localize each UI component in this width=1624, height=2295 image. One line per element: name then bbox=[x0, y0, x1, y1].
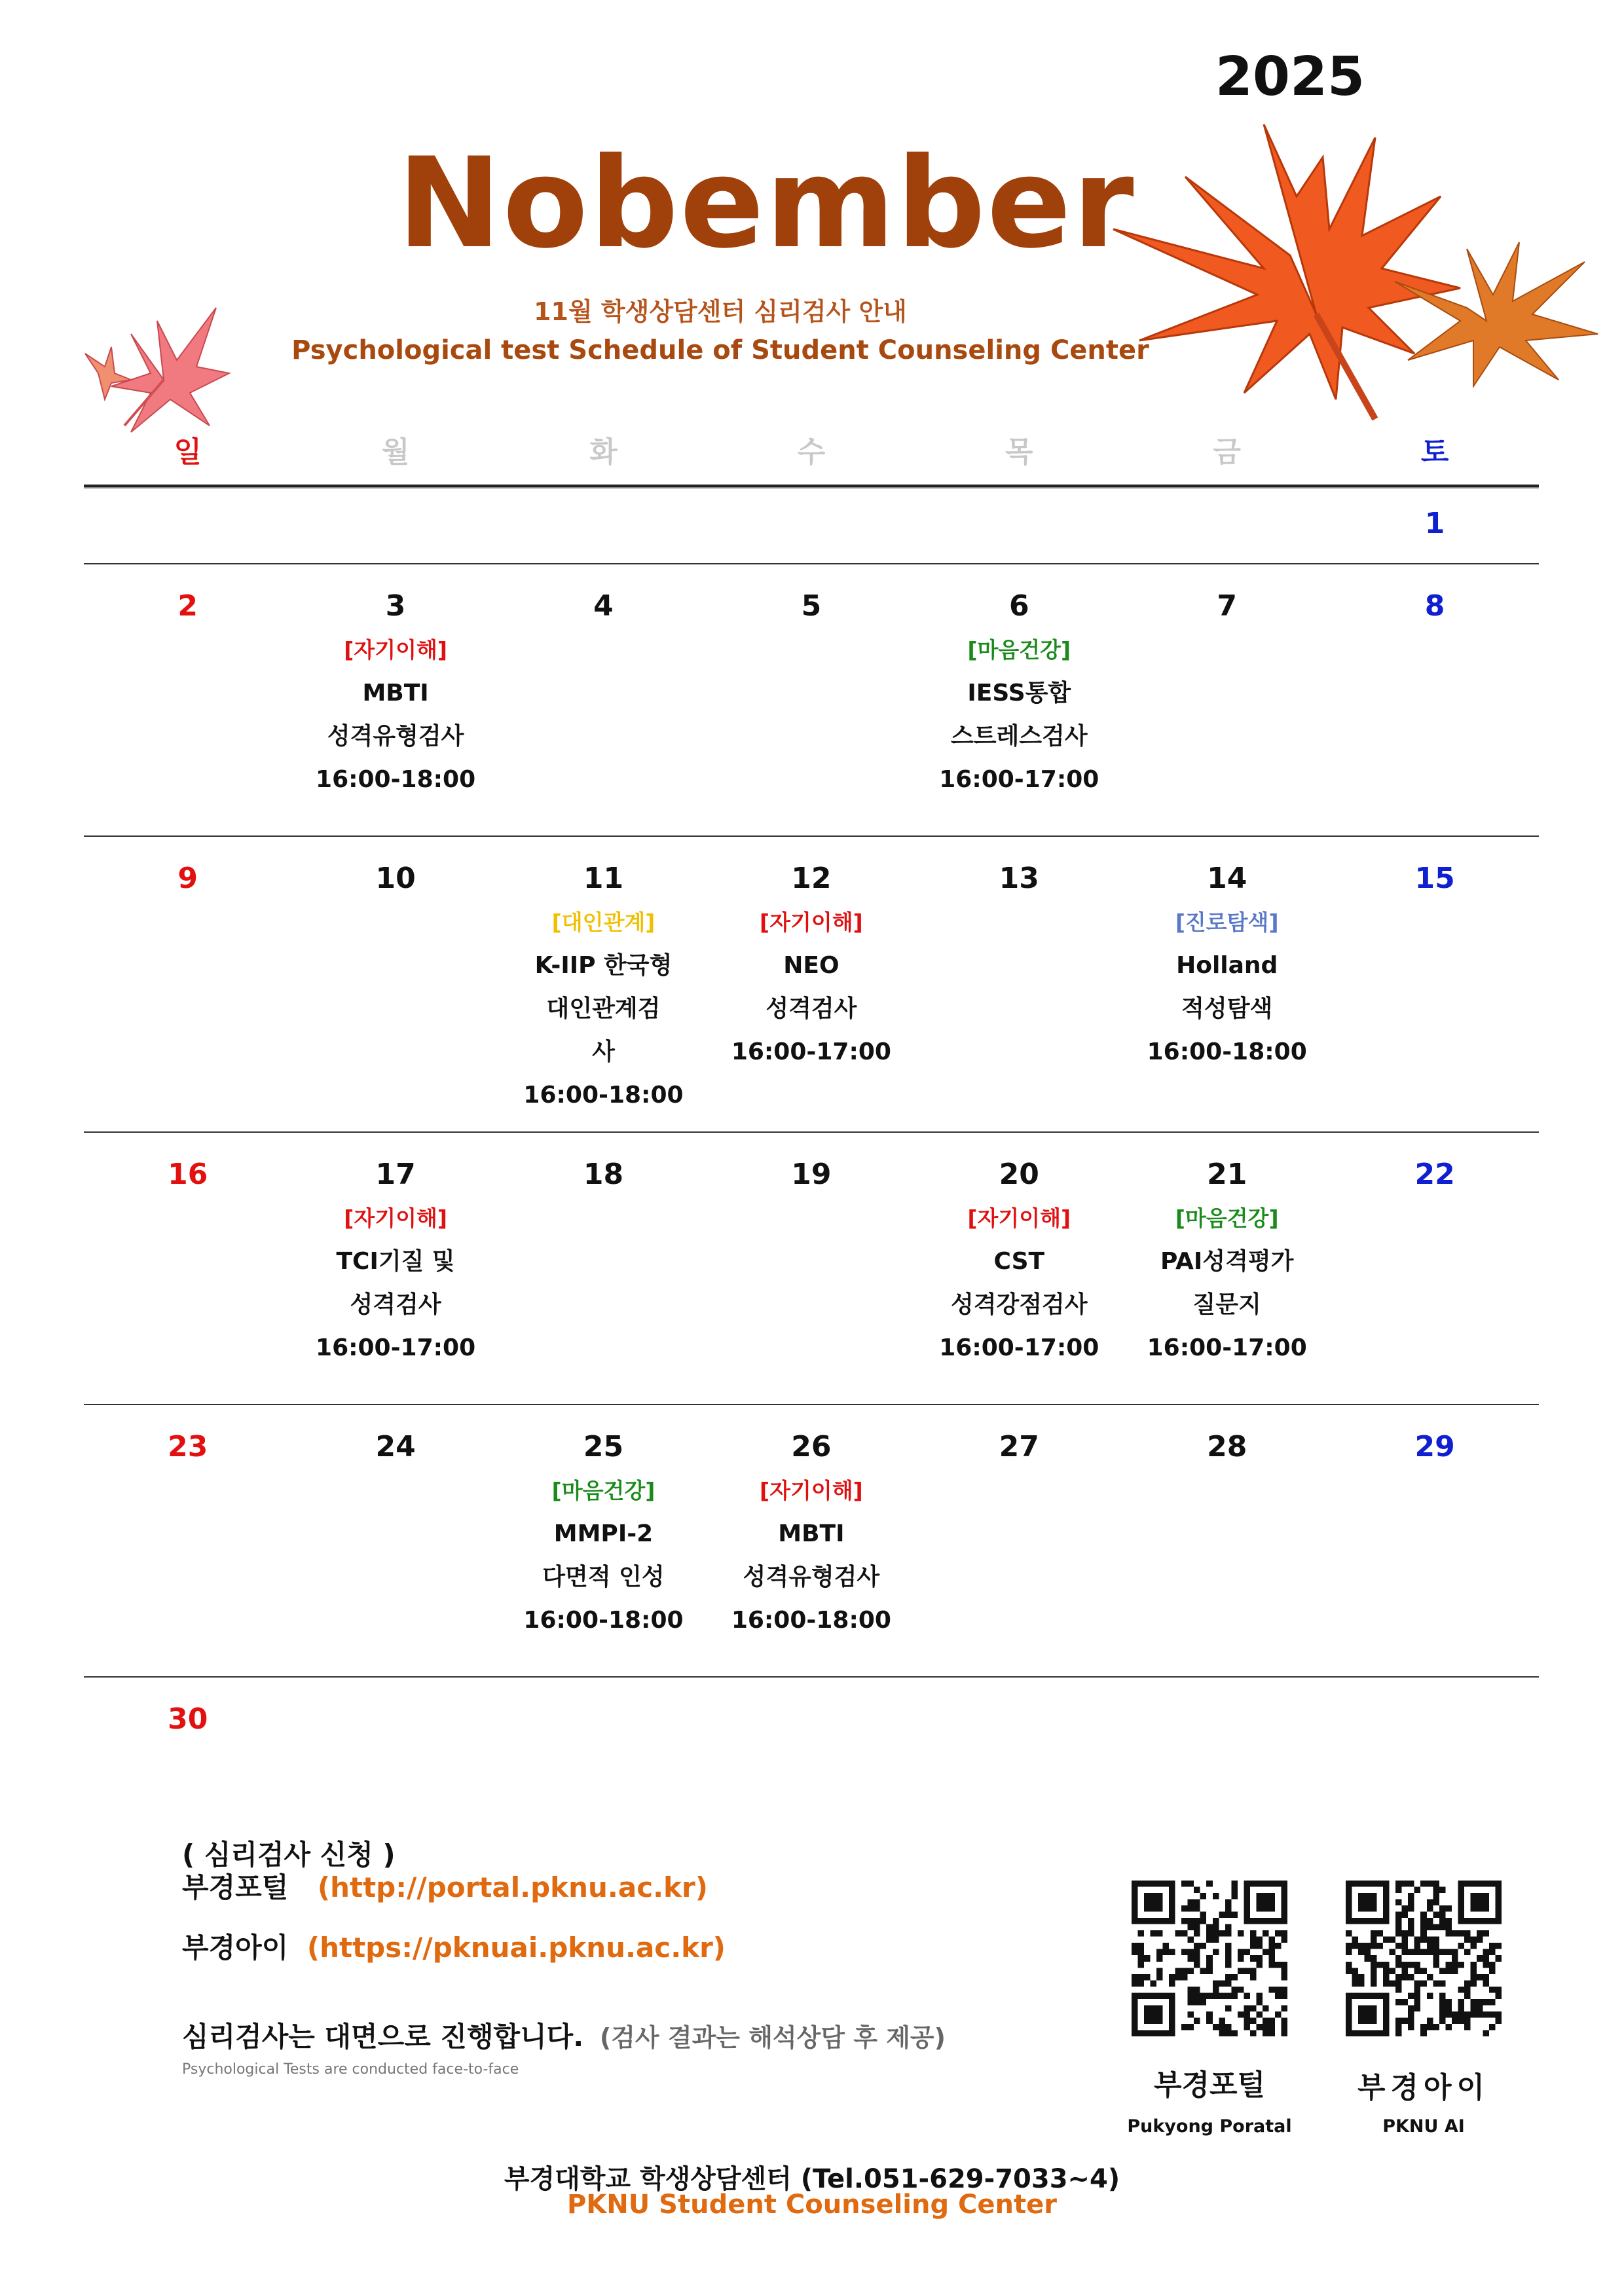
event-title-line: 다면적 인성 bbox=[542, 1564, 665, 1590]
calendar-day-cell bbox=[84, 1678, 291, 1742]
weekday-mon: 월 bbox=[381, 435, 410, 469]
calendar-day-cell bbox=[291, 1678, 499, 1742]
event-title-line: 질문지 bbox=[1192, 1291, 1261, 1318]
calendar-day-cell bbox=[1331, 837, 1538, 901]
calendar-day-cell bbox=[915, 837, 1123, 901]
day-number bbox=[707, 507, 915, 546]
day-number: 21 bbox=[1207, 1158, 1247, 1191]
calendar-day-cell bbox=[291, 564, 499, 801]
day-number: 22 bbox=[1414, 1158, 1455, 1191]
event-time: 16:00-18:00 bbox=[1147, 1038, 1307, 1065]
ai-row bbox=[182, 1926, 726, 1966]
day-number: 27 bbox=[999, 1430, 1039, 1463]
event-title-line: 성격검사 bbox=[766, 995, 857, 1022]
calendar-day-cell bbox=[1331, 488, 1538, 546]
calendar-week-6 bbox=[84, 1678, 1539, 1756]
calendar-day-cell bbox=[500, 1678, 707, 1742]
event-time: 16:00-17:00 bbox=[731, 1038, 891, 1065]
calendar-week-3 bbox=[84, 837, 1539, 1133]
maple-leaf-small-icon bbox=[1388, 236, 1604, 393]
event-category: [자기이해] bbox=[967, 1205, 1071, 1231]
day-number: 17 bbox=[375, 1158, 416, 1191]
calendar-day-cell bbox=[84, 837, 291, 901]
qr-portal-subtitle: Pukyong Poratal bbox=[1127, 2116, 1292, 2137]
month-title: Nobember bbox=[397, 131, 1135, 276]
weekday-sat: 토 bbox=[1420, 435, 1449, 469]
event-category: [자기이해] bbox=[344, 637, 447, 663]
event-title-line: K-IIP 한국형 bbox=[534, 952, 673, 979]
day-number bbox=[291, 1702, 499, 1742]
calendar-day-cell bbox=[500, 837, 707, 1117]
calendar-day-cell bbox=[291, 837, 499, 901]
qr-code-portal-icon[interactable] bbox=[1132, 1881, 1287, 2036]
day-number bbox=[1123, 1702, 1331, 1742]
day-number: 1 bbox=[1424, 507, 1445, 540]
subtitle-english: Psychological test Schedule of Student Counseling Center bbox=[291, 335, 1149, 365]
event-title-line: PAI성격평가 bbox=[1160, 1248, 1294, 1275]
calendar-day-cell bbox=[915, 1678, 1123, 1742]
event-time: 16:00-17:00 bbox=[1147, 1334, 1307, 1361]
event-category: [마음건강] bbox=[1175, 1205, 1279, 1231]
event-category: [자기이해] bbox=[344, 1205, 447, 1231]
weekday-sun: 일 bbox=[174, 435, 202, 469]
calendar-day-cell bbox=[291, 1405, 499, 1469]
day-number: 2 bbox=[177, 589, 198, 623]
day-number bbox=[1331, 1702, 1538, 1742]
calendar-day-cell bbox=[84, 564, 291, 629]
event-category: [대인관계] bbox=[551, 909, 655, 935]
weekday-fri: 금 bbox=[1213, 435, 1241, 469]
day-number: 11 bbox=[583, 862, 624, 895]
day-number bbox=[500, 507, 707, 546]
event-title-line: TCI기질 및 bbox=[336, 1248, 455, 1275]
event-title-line: 대인관계검 bbox=[546, 995, 661, 1022]
day-number: 18 bbox=[583, 1158, 624, 1191]
calendar-day-cell bbox=[500, 1405, 707, 1642]
day-number: 20 bbox=[999, 1158, 1039, 1191]
calendar-weeks bbox=[84, 488, 1539, 1756]
day-number: 4 bbox=[593, 589, 614, 623]
organization-korean: 부경대학교 학생상담센터 (Tel.051-629-7033~4) bbox=[504, 2164, 1120, 2194]
calendar-day-cell bbox=[707, 1678, 915, 1742]
calendar-day-cell bbox=[915, 564, 1123, 801]
qr-code-ai-icon[interactable] bbox=[1346, 1881, 1502, 2036]
day-number: 28 bbox=[1207, 1430, 1247, 1463]
maple-leaf-pink-icon bbox=[59, 301, 236, 439]
qr-ai-title: 부경아이 bbox=[1357, 2071, 1490, 2104]
day-number: 19 bbox=[791, 1158, 832, 1191]
calendar-day-cell bbox=[915, 488, 1123, 546]
event-title-line: 스트레스검사 bbox=[950, 723, 1088, 750]
event-title-line: MBTI bbox=[362, 680, 429, 707]
calendar-day-cell bbox=[707, 1133, 915, 1197]
calendar-day-cell bbox=[707, 564, 915, 629]
calendar-day-cell bbox=[84, 488, 291, 546]
calendar-day-cell bbox=[707, 488, 915, 546]
event-title-line: 성격검사 bbox=[350, 1291, 441, 1318]
day-number: 13 bbox=[999, 862, 1039, 895]
event-category: [자기이해] bbox=[760, 1478, 863, 1503]
day-number: 23 bbox=[168, 1430, 208, 1463]
calendar-week-2 bbox=[84, 564, 1539, 837]
day-number: 6 bbox=[1008, 589, 1029, 623]
face-note: 심리검사는 대면으로 진행합니다. bbox=[182, 2021, 584, 2053]
event-category: [마음건강] bbox=[551, 1478, 655, 1503]
day-number bbox=[1123, 507, 1331, 546]
calendar bbox=[84, 419, 1539, 1756]
event-time: 16:00-18:00 bbox=[316, 766, 476, 793]
calendar-day-cell bbox=[707, 1405, 915, 1642]
calendar-week-5 bbox=[84, 1405, 1539, 1678]
day-number: 15 bbox=[1414, 862, 1455, 895]
day-number bbox=[291, 507, 499, 546]
apply-title: ( 심리검사 신청 ) bbox=[182, 1839, 396, 1871]
day-number: 29 bbox=[1414, 1430, 1455, 1463]
event-category: [진로탐색] bbox=[1175, 909, 1279, 935]
day-number: 10 bbox=[375, 862, 416, 895]
event-time: 16:00-18:00 bbox=[731, 1607, 891, 1634]
event-title-line: NEO bbox=[783, 952, 840, 979]
event-category: [마음건강] bbox=[967, 637, 1071, 663]
year-label: 2025 bbox=[1215, 46, 1365, 108]
calendar-week-4 bbox=[84, 1133, 1539, 1405]
day-number: 7 bbox=[1217, 589, 1237, 623]
event-title-line: MBTI bbox=[778, 1520, 845, 1547]
day-number bbox=[915, 507, 1123, 546]
weekday-wed: 수 bbox=[797, 435, 826, 469]
portal-link[interactable]: (http://portal.pknu.ac.kr) bbox=[317, 1871, 708, 1903]
calendar-day-cell bbox=[500, 1133, 707, 1197]
calendar-day-cell bbox=[1331, 1405, 1538, 1469]
event-title-line: 성격유형검사 bbox=[743, 1564, 880, 1590]
calendar-day-cell bbox=[1123, 564, 1331, 629]
portal-row bbox=[182, 1866, 708, 1905]
day-number: 25 bbox=[583, 1430, 624, 1463]
weekday-header bbox=[84, 419, 1539, 485]
calendar-day-cell bbox=[1123, 1133, 1331, 1370]
day-number bbox=[84, 507, 291, 546]
day-number: 12 bbox=[791, 862, 832, 895]
event-title-line: CST bbox=[993, 1248, 1045, 1275]
event-time: 16:00-17:00 bbox=[316, 1334, 476, 1361]
event-title-line: 적성탐색 bbox=[1181, 995, 1273, 1022]
calendar-day-cell bbox=[84, 1133, 291, 1197]
event-category: [자기이해] bbox=[760, 909, 863, 935]
day-number: 14 bbox=[1207, 862, 1247, 895]
day-number: 26 bbox=[791, 1430, 832, 1463]
calendar-day-cell bbox=[1123, 837, 1331, 1074]
event-title-line: Holland bbox=[1176, 952, 1278, 979]
calendar-day-cell bbox=[84, 1405, 291, 1469]
event-time: 16:00-17:00 bbox=[939, 1334, 1099, 1361]
event-time: 16:00-18:00 bbox=[523, 1607, 684, 1634]
qr-ai-subtitle: PKNU AI bbox=[1382, 2116, 1465, 2137]
calendar-day-cell bbox=[1123, 1678, 1331, 1742]
face-note-sub: (검사 결과는 해석상담 후 제공) bbox=[599, 2023, 946, 2052]
day-number: 3 bbox=[385, 589, 406, 623]
calendar-day-cell bbox=[500, 488, 707, 546]
calendar-day-cell bbox=[500, 564, 707, 629]
face-note-row bbox=[182, 2015, 946, 2055]
calendar-day-cell bbox=[291, 1133, 499, 1370]
day-number: 9 bbox=[177, 862, 198, 895]
day-number: 5 bbox=[801, 589, 822, 623]
calendar-day-cell bbox=[707, 837, 915, 1074]
event-time: 16:00-18:00 bbox=[523, 1082, 684, 1109]
qr-portal-title: 부경포털 bbox=[1153, 2068, 1265, 2102]
ai-label: 부경아이 bbox=[182, 1932, 289, 1964]
calendar-week-1 bbox=[84, 488, 1539, 564]
event-title-line: 성격유형검사 bbox=[327, 723, 464, 750]
event-time: 16:00-17:00 bbox=[939, 766, 1099, 793]
calendar-day-cell bbox=[1331, 1678, 1538, 1742]
ai-link[interactable]: (https://pknuai.pknu.ac.kr) bbox=[306, 1932, 726, 1964]
calendar-day-cell bbox=[1123, 488, 1331, 546]
face-note-english: Psychological Tests are conducted face-to-face bbox=[182, 2061, 519, 2078]
subtitle-korean: 11월 학생상담센터 심리검사 안내 bbox=[534, 297, 907, 326]
event-title-line: 사 bbox=[592, 1038, 615, 1065]
calendar-day-cell bbox=[915, 1405, 1123, 1469]
calendar-day-cell bbox=[1331, 1133, 1538, 1197]
day-number bbox=[915, 1702, 1123, 1742]
day-number: 30 bbox=[168, 1702, 208, 1736]
event-title-line: 성격강점검사 bbox=[950, 1291, 1088, 1318]
day-number: 24 bbox=[375, 1430, 416, 1463]
day-number bbox=[500, 1702, 707, 1742]
weekday-tue: 화 bbox=[589, 435, 618, 469]
event-title-line: MMPI-2 bbox=[553, 1520, 654, 1547]
weekday-thu: 목 bbox=[1005, 435, 1033, 469]
calendar-day-cell bbox=[915, 1133, 1123, 1370]
calendar-day-cell bbox=[1331, 564, 1538, 629]
day-number: 8 bbox=[1424, 589, 1445, 623]
day-number: 16 bbox=[168, 1158, 208, 1191]
calendar-day-cell bbox=[1123, 1405, 1331, 1469]
day-number bbox=[707, 1702, 915, 1742]
organization-english: PKNU Student Counseling Center bbox=[566, 2190, 1057, 2220]
portal-label: 부경포털 bbox=[182, 1871, 289, 1903]
event-title-line: IESS통합 bbox=[967, 680, 1071, 707]
calendar-day-cell bbox=[291, 488, 499, 546]
